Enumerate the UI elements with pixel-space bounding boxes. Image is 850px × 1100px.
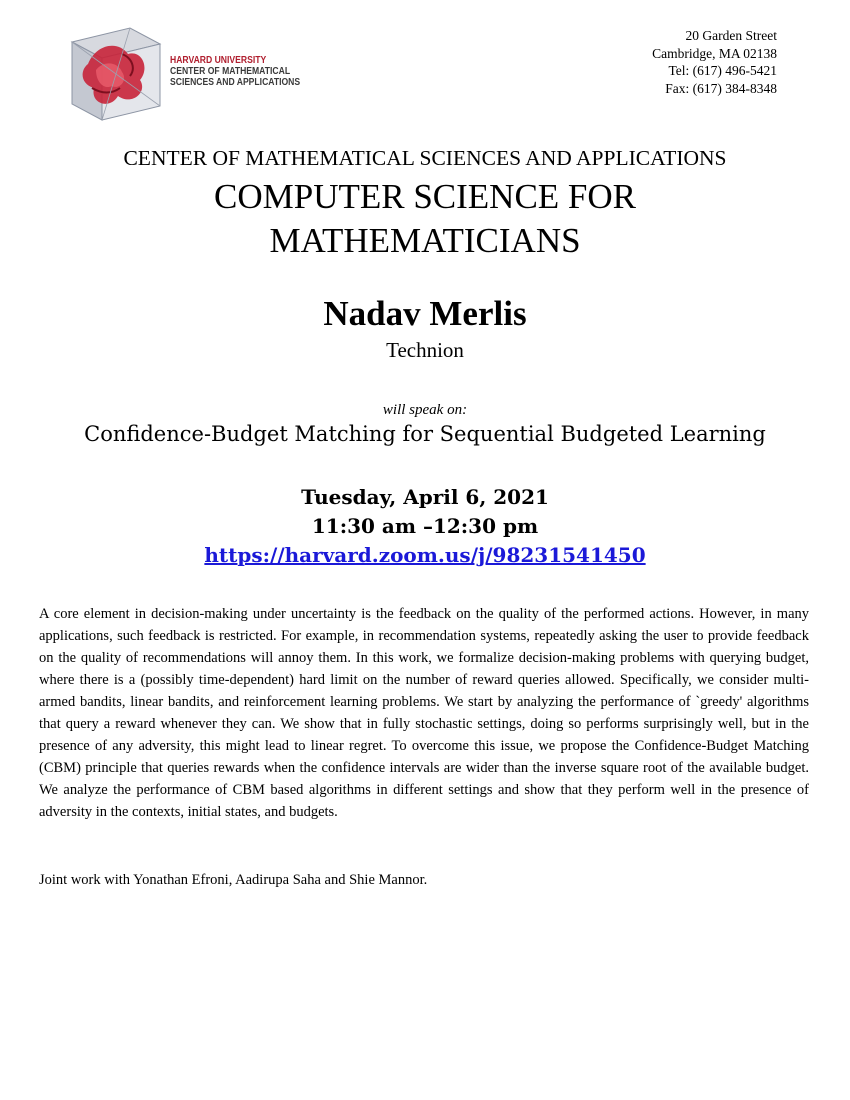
series-title-line-2: MATHEMATICIANS — [269, 221, 581, 260]
talk-title: Confidence-Budget Matching for Sequential Budgeted Learning — [84, 422, 766, 446]
address-city: Cambridge, MA 02138 — [652, 45, 777, 61]
abstract-paragraph: A core element in decision-making under uncertainty is the feedback on the quality of the performed actions. However, in many applications, such feedback is restricted. For example, in recommendation systems, repeatedly asking the user to provide feedback on the quality of recommendations will annoy them. In this work, we formalize decision-making problems with querying budget, where there is a (possibly time-dependent) hard limit on the number of reward queries allowed. Specifically, we consider multi-armed bandits, linear bandits, and reinforcement learning problems. We start by analyzing the performance of `greedy' algorithms that query a reward whenever they can. We show that in fully stochastic settings, doing so performs surprisingly well, but in the presence of any adversity, this might lead to linear regret. To overcome this issue, we propose the Confidence-Budget Matching (CBM) principle that queries rewards when the confidence intervals are wider than the inverse square root of the available budget. We analyze the performance of CBM based algorithms in different settings and show that they perform well in the presence of adversity in the contexts, initial states, and budgets. — [39, 606, 809, 820]
event-date: Tuesday, April 6, 2021 — [301, 485, 549, 509]
will-speak-label: will speak on: — [382, 402, 468, 418]
logo-wordmark — [170, 55, 300, 88]
series-title-line-1: COMPUTER SCIENCE FOR — [213, 177, 637, 216]
event-time: 11:30 am –12:30 pm — [311, 514, 539, 538]
address-street: 20 Garden Street — [685, 28, 777, 43]
logo-line-university: HARVARD UNIVERSITY — [170, 55, 267, 66]
series-title — [0, 175, 850, 263]
zoom-link[interactable]: https://harvard.zoom.us/j/98231541450 — [204, 543, 646, 567]
logo-line-center: CENTER OF MATHEMATICAL — [170, 66, 291, 77]
speaker-name: Nadav Merlis — [323, 294, 527, 333]
address-block — [652, 27, 777, 97]
address-fax: Fax: (617) 384-8348 — [665, 80, 777, 96]
cmsa-logo — [66, 24, 301, 122]
speaker-affiliation: Technion — [386, 338, 464, 362]
cmsa-cube-logo-icon — [66, 24, 166, 122]
joint-work-note: Joint work with Yonathan Efroni, Aadirupa Saha and Shie Mannor. — [39, 872, 428, 888]
center-name: CENTER OF MATHEMATICAL SCIENCES AND APPLICATIONS — [123, 146, 727, 170]
address-tel: Tel: (617) 496-5421 — [668, 63, 777, 78]
logo-line-sciences: SCIENCES AND APPLICATIONS — [170, 77, 301, 88]
